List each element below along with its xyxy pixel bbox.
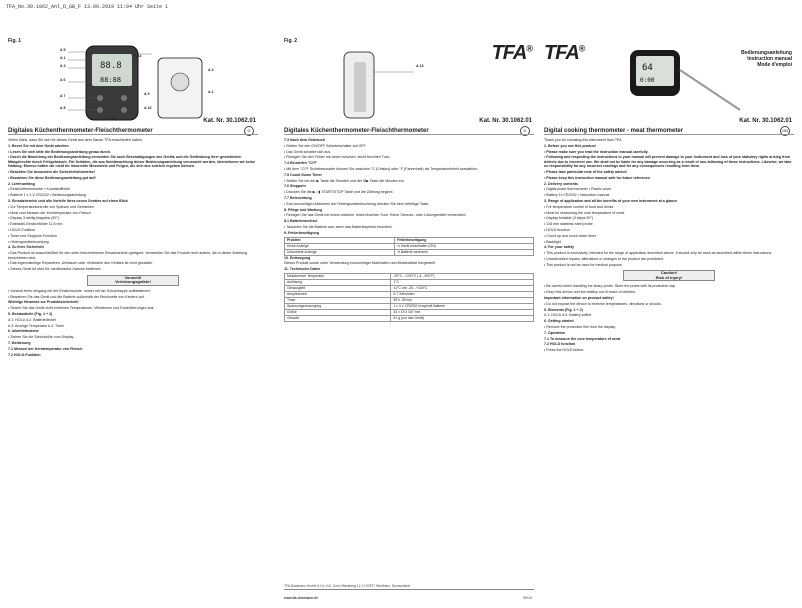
paragraph: • Mit dem °C/°F Schiebeschalter können Sie zwischen °C (Celsius) oder °F (Fahrenheit) als Temperatureinheit auswählen. (284, 166, 479, 171)
paragraph: 7.2 HOLD function (544, 342, 576, 347)
section-heading: 6. Inbetriebnahme (8, 329, 39, 334)
catalog-number: Kat. Nr. 30.1062.01 (203, 118, 256, 124)
callout-label: A 7 (60, 94, 66, 98)
table-cell: 51 g (nur das Gerät) (391, 315, 534, 321)
divider (544, 134, 794, 135)
callout-label: A 4 (208, 68, 214, 72)
section-heading: 4. Zu Ihrer Sicherheit (8, 245, 44, 250)
section-heading: 5. Bestandteile (Fig. 1 + 2) (8, 311, 53, 316)
paragraph: • Ideal zum Messen der Kerntemperatur von Fleisch (8, 210, 91, 215)
catalog-number: Kat. Nr. 30.1062.01 (739, 118, 792, 124)
paragraph: • HOLD-Funktion (8, 227, 36, 232)
table-cell: ➜ Batterie wechseln (395, 249, 534, 255)
lcd-temp: 64 (642, 63, 653, 73)
paragraph: • HOLD function (544, 227, 570, 232)
callout-label: A 5 (60, 48, 66, 52)
paragraph: • Ziehen Sie die Schutzhülle vom Display. (8, 335, 75, 340)
table-cell: 99 h, 59 min (391, 297, 534, 303)
paragraph: • Battery 1x CR2032 • Instruction manual (544, 193, 610, 198)
paragraph: • This product is exclusively intended for the range of application described above. It should only be used as described within these instructions. (544, 251, 773, 256)
paragraph: • Batterie 1 x 3 V CR2032 • Bedienungsanleitung (8, 193, 86, 198)
paragraph: • For temperature control of food and drinks (544, 204, 614, 209)
callout-label: A 11 (108, 116, 116, 120)
callout-label: A 8 (60, 106, 66, 110)
caution-title: Caution! (660, 270, 678, 276)
paragraph: • Please keep this instruction manual safe for future reference. (544, 175, 651, 180)
paragraph: • Das Produkt ist ausschließlich für den oben beschriebenen Einsatzbereich geeignet. Verwenden Sie das Produkt nicht anders, als in dieser Anleitung beschrieben wird. (8, 251, 248, 260)
lcd-temp: 88.8 (100, 61, 122, 71)
device-button (121, 107, 127, 113)
table-cell: Keine Anzeige (285, 243, 395, 249)
section-heading: 7.3 Nach dem Gebrauch (284, 138, 325, 142)
paragraph: • Remove the protective film from the display. (544, 324, 616, 329)
paragraph: • 118 mm stainless steel probe (544, 222, 593, 227)
paragraph: • Be careful when handling the sharp probe. Store the probe with its protective cap. (544, 284, 676, 289)
figure-1 (8, 36, 258, 154)
paragraph: • Reinigen Sie den Fühler mit einem weichen, leicht feuchten Tuch. (284, 155, 391, 160)
table-cell: Timer (285, 297, 391, 303)
paragraph: • Ideal for measuring the core temperature of meat (544, 210, 625, 215)
paragraph: • Lesen Sie sich bitte die Bedienungsanleitung genau durch. (8, 149, 112, 154)
table-cell: Messbereich Temperatur (285, 273, 391, 279)
caution-title: Vorsicht! (124, 274, 142, 280)
paragraph: • Stellen Sie mit der ▶ Taste die Stunden und der M▶ Taste die Minuten ein. (284, 178, 405, 183)
fig-label: Fig. 1 (8, 38, 22, 44)
section-heading: Wichtige Hinweise zur Produktsicherheit! (8, 300, 79, 305)
callout-label: A 9 (144, 92, 150, 96)
manual-title: Bedienungsanleitung (741, 50, 792, 56)
callout-label: A 13 (416, 64, 424, 68)
paragraph: • Tauschen Sie die Batterie aus, wenn das Batteriesymbol erscheint. (284, 224, 393, 229)
paragraph: Thank you for choosing this instrument from TFA. (544, 138, 623, 142)
paragraph: • Display 3-stellig klappbar (90°) (8, 216, 60, 221)
table-cell: ➜ Gerät einschalten (ON) (395, 243, 534, 249)
paragraph: • Following and respecting the instructions in your manual will prevent damage to your instrument and loss of your statutory rights arising from defects due to incorrect use. We shall not be liable for any damage occurring as a result of non-following of these instructions. Likewise, we take no responsibility for any incorrect readings and for any consequences resulting from them. (544, 155, 792, 169)
paragraph: • Stellen Sie den ON/OFF Schiebeschalter auf OFF. (284, 143, 367, 148)
probe-cover (354, 62, 366, 112)
table-cell: Auflösung (285, 279, 391, 285)
probe (680, 70, 740, 110)
document-title: Digitales Küchenthermometer-Fleischthermometer (284, 128, 429, 134)
specs-table (284, 273, 534, 322)
device-side-illustration (284, 42, 534, 122)
paragraph: • Reinigen Sie das Gerät mit einem weichen, leicht feuchten Tuch. Keine Scheuer- oder Lösungsmittel verwenden! (284, 213, 466, 218)
footer-date: 09/19 (523, 596, 532, 600)
callout-label: A 1 (60, 56, 66, 60)
paragraph: A 3: Anzeige Temperatur A 4: Timer (8, 323, 65, 328)
brand-text: TFA (544, 42, 579, 64)
paragraph: • Do not expose the device to extreme temperatures, vibrations or shocks. (544, 301, 662, 306)
footer-url[interactable]: www.tfa-dostmann.de (284, 596, 319, 600)
paragraph: 7.1 To measure the core temperature of meat (544, 336, 621, 341)
paragraph: 7.2 HOLD-Funktion (8, 352, 41, 357)
paragraph: • Press the HOLD button. (544, 348, 585, 353)
section-heading: 8.1 Batteriewechsel (284, 219, 318, 224)
section-heading: 7. Operation (544, 330, 565, 335)
body-text (8, 138, 258, 358)
footer-divider (284, 589, 534, 590)
column-german-2 (284, 36, 534, 600)
column-german-1 (8, 36, 258, 600)
section-heading: 7.6 Stoppuhr (284, 184, 306, 189)
table-cell: Ansprechzeit (285, 291, 391, 297)
section-heading: 7. Bedienung (8, 340, 31, 345)
paragraph: • This product is not be used for medical purpose. (544, 262, 623, 267)
brand-logo: TFA® (491, 42, 532, 64)
paragraph: 7.1 Messen der Kerntemperatur von Fleisch (8, 346, 83, 351)
table-cell: ±1°C von -20...+100°C (391, 285, 534, 291)
callout-label: A 2 (208, 90, 214, 94)
paragraph: • Please take particular note of the safety advice! (544, 170, 628, 174)
paragraph: • Edelstahl-Einstichfühler 11,8 mm (8, 222, 63, 227)
page-header: TFA_No.30.1062_Anl_D_GB_F 13.09.2019 11:04 Uhr Seite 1 (6, 4, 169, 10)
section-heading: 11. Technische Daten (284, 267, 321, 272)
paragraph: • Unauthorised repairs, alterations or changes to the product are prohibited. (544, 256, 664, 261)
manual-subtitle: Instruction manual (747, 56, 792, 62)
section-heading: 8. Pflege und Wartung (284, 207, 322, 212)
section-heading: 7.5 Count Down Timer (284, 172, 322, 177)
paragraph: • Einstichthermometer • Kunststoffhülle (8, 187, 70, 192)
paragraph: • Timer und Stoppuhr-Funktion (8, 233, 57, 238)
device-button (121, 95, 127, 101)
product-photo (544, 40, 794, 120)
section-heading: Important information on product safety! (544, 295, 614, 300)
paragraph: • Durch die Beachtung der Bedienungsanleitung vermeiden Sie auch Beschädigungen des Geräts und die Gefährdung Ihrer gesetzlichen Mängelrechte durch Fehlgebrauch. Für Schäden, die aus Nichtbeachtung dieser Bedienungsanleitung verursacht werden, übernehmen wir keine Haftung. Ebenso haften wir nicht für inkorrekte Messwerte und Folgen, die sich aus solchen ergeben können. (8, 155, 256, 169)
lcd-timer: 88:88 (100, 76, 122, 84)
paragraph: • Keep this device and the battery out of reach of children. (544, 290, 637, 295)
paragraph: • Vorsicht beim Umgang mit der Einstichsonde. Immer mit der Schutzkappe aufbewahren! (8, 288, 151, 293)
language-badge: D (520, 126, 530, 136)
paragraph: • Please make sure you read the instruction manual carefully. (544, 149, 649, 154)
callout-label: A 6 (60, 78, 66, 82)
callout-label: A 10 (144, 106, 152, 110)
section-heading: 7.7 Beleuchtung (284, 195, 312, 200)
paragraph: • Hintergrundbeleuchtung (8, 239, 49, 244)
paragraph: • Beachten Sie besonders die Sicherheitshinweise! (8, 170, 95, 174)
caution-subtitle: Verletzungsgefahr! (114, 279, 151, 285)
section-heading: 2. Lieferumfang (8, 181, 35, 186)
caution-box (87, 275, 179, 286)
figure-2 (284, 36, 534, 154)
document-title: Digitales Küchenthermometer-Fleischthermometer (8, 128, 153, 134)
paragraph: • Display foldable (3 steps 90°) (544, 216, 594, 221)
device-front-illustration (8, 42, 258, 122)
paragraph: • Backlight (544, 239, 561, 244)
paragraph: Dieses Produkt wurde unter Verwendung hochwertiger Materialien und Bestandteile hergestellt. (284, 261, 436, 266)
device-button (97, 95, 103, 101)
table-cell: 1°C (391, 279, 534, 285)
paragraph: A 1: HOLD A 2: Batteriedeckel (8, 317, 56, 322)
section-heading: 5. Elements (Fig. 1 + 2) (544, 307, 583, 312)
paragraph: • Das eigenmächtige Reparieren, Umbauen oder Verändern des Gerätes ist nicht gestattet. (8, 261, 153, 266)
paragraph: A 1: HOLD A 2: Battery softlid (544, 313, 591, 318)
paragraph: • Count up and count down timer (544, 233, 597, 238)
footer-address: TFA Dostmann GmbH & Co. KG, Zum Ottersberg 12, D-97877 Wertheim, Deutschland (284, 584, 411, 588)
paragraph: • Zur Temperaturkontrolle von Speisen und Getränken (8, 204, 94, 209)
paragraph: • Dieses Gerät ist nicht für medizinische Zwecke bestimmt. (8, 267, 102, 272)
section-heading: 3. Range of application and all the benefits of your new instrument at a glance (544, 198, 678, 203)
brand-logo: TFA® (544, 42, 585, 64)
table-cell: 6-7 Sekunden (391, 291, 534, 297)
table-cell: Spannungsversorgung (285, 303, 391, 309)
callout-label: A 3 (60, 64, 66, 68)
catalog-number: Kat. Nr. 30.1062.01 (479, 118, 532, 124)
paragraph: • Bewahren Sie das Gerät und die Batterie außerhalb der Reichweite von Kindern auf. (8, 294, 145, 299)
table-cell: Genauigkeit (285, 285, 391, 291)
battery-lid (171, 73, 189, 91)
section-heading: 7.4 Einstellen °C/°F (284, 161, 317, 166)
section-heading: 1. Bevor Sie mit dem Gerät arbeiten (8, 143, 69, 148)
body-text (284, 138, 534, 322)
paragraph: • Zum kurzzeitigen Aktivieren der Hintergrundbeleuchtung drücken Sie eine beliebige Taste. (284, 201, 430, 206)
figure-cover (544, 36, 794, 154)
section-heading: 6. Getting started (544, 319, 574, 324)
table-cell: 1 x 3 V CR2032 Knopfzell-Batterie (391, 303, 534, 309)
table-cell: Gewicht (285, 315, 391, 321)
section-heading: 10. Entsorgung (284, 255, 311, 260)
section-heading: 2. Delivery contents (544, 181, 578, 186)
paragraph: • Digital probe thermometer • Plastic cover (544, 187, 612, 192)
section-heading: 9. Fehlerbeseitigung (284, 230, 319, 235)
document-title: Digital cooking thermometer - meat thermometer (544, 128, 684, 134)
divider (8, 134, 258, 135)
table-cell: Größe (285, 309, 391, 315)
language-badge: D (244, 126, 254, 136)
troubleshooting-table (284, 237, 534, 256)
table-header: Fehlerbeseitigung (395, 237, 534, 243)
paragraph: • Bewahren Sie diese Bedienungsanleitung gut auf! (8, 175, 96, 180)
manual-subtitle: Mode d'emploi (757, 62, 792, 68)
paragraph: • Setzen Sie das Gerät nicht extremen Temperaturen, Vibrationen und Erschütterungen aus. (8, 306, 155, 311)
brand-text: TFA (491, 42, 527, 64)
paragraph: Vielen Dank, dass Sie sich für dieses Gerät aus dem Hause TFA entschieden haben. (8, 138, 143, 142)
body-text (544, 138, 794, 354)
callout-label: A 12 (134, 54, 142, 58)
table-cell: -20°C...+200°C (-4...392°F) (391, 273, 534, 279)
caution-subtitle: Risk of injury! (655, 274, 683, 280)
divider (284, 134, 534, 135)
caution-box (623, 270, 715, 281)
table-header: Problem (285, 237, 395, 243)
section-heading: 3. Einsatzbereich und alle Vorteile Ihres neuen Gerätes auf einen Blick (8, 198, 128, 203)
section-heading: 4. For your safety (544, 245, 574, 250)
language-badge: GB (780, 126, 790, 136)
column-english (544, 36, 794, 600)
lcd-timer: 0:00 (640, 77, 655, 84)
table-cell: 43 x 19 x 167 mm (391, 309, 534, 315)
section-heading: 1. Before you use this product (544, 143, 596, 148)
table-cell: Unkorrekte Anzeige (285, 249, 395, 255)
paragraph: • Das Gerät schaltet sich aus. (284, 149, 332, 154)
device-button (97, 107, 103, 113)
paragraph: • Drücken Sie die ▶ / ▮ START/STOP Taste und die Zählung beginnt. (284, 190, 394, 195)
fig-label: Fig. 2 (284, 38, 298, 44)
